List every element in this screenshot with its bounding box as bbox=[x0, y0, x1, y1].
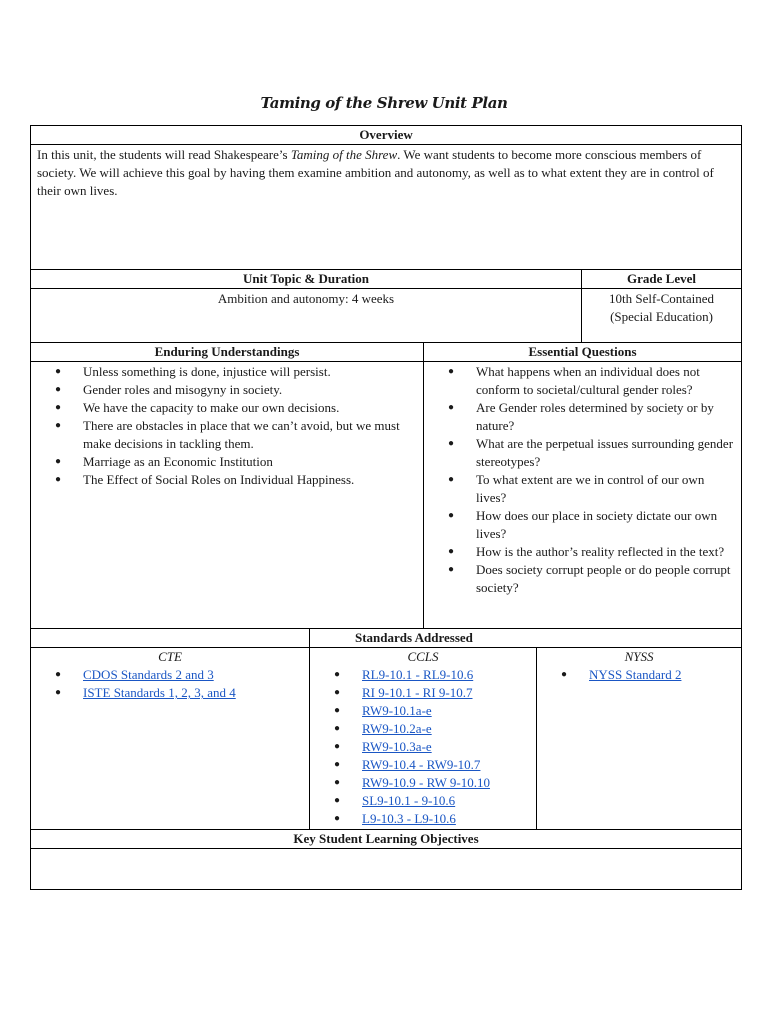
ccls-link[interactable]: RI 9-10.1 - RI 9-10.7 bbox=[362, 685, 473, 701]
list-item: ● Marriage as an Economic Institution bbox=[83, 453, 423, 471]
document-title: Taming of the Shrew Unit Plan bbox=[260, 94, 508, 112]
list-item: ● To what extent are we in control of our own lives? bbox=[476, 471, 737, 507]
list-item: ● How does our place in society dictate our own lives? bbox=[476, 507, 737, 543]
ccls-link[interactable]: RW9-10.9 - RW 9-10.10 bbox=[362, 775, 490, 791]
ccls-link[interactable]: RL9-10.1 - RL9-10.6 bbox=[362, 667, 474, 683]
list-item bbox=[362, 792, 536, 810]
overview-text-end: . We want students to become more conscious members of society. We will achieve this goal by having them examine ambition and autonomy, as well as to what extent they are in control of their own lives. bbox=[37, 147, 714, 199]
cte-column bbox=[31, 648, 310, 829]
cte-link[interactable]: ISTE Standards 1, 2, 3, and 4 bbox=[83, 685, 236, 701]
unit-topic-value: Ambition and autonomy: 4 weeks bbox=[31, 289, 582, 342]
ccls-link[interactable]: L9-10.3 - L9-10.6 bbox=[362, 811, 456, 827]
list-item bbox=[362, 738, 536, 756]
ccls-link[interactable]: RW9-10.4 - RW9-10.7 bbox=[362, 757, 481, 773]
cte-link[interactable]: CDOS Standards 2 and 3 bbox=[83, 667, 214, 683]
list-item: ● What are the perpetual issues surrounding gender stereotypes? bbox=[476, 435, 737, 471]
nyss-column bbox=[537, 648, 742, 829]
objectives-header: Key Student Learning Objectives bbox=[31, 829, 742, 848]
essential-questions-header: Essential Questions bbox=[424, 342, 742, 361]
ccls-column bbox=[310, 648, 537, 829]
list-item: ● How is the author’s reality reflected in the text? bbox=[476, 543, 737, 561]
standards-header: Standards Addressed bbox=[310, 629, 742, 648]
grade-level-value bbox=[582, 289, 742, 342]
list-item bbox=[589, 666, 741, 684]
ccls-link[interactable]: RW9-10.3a-e bbox=[362, 739, 432, 755]
grade-level-header: Grade Level bbox=[582, 270, 742, 289]
list-item: ● Unless something is done, injustice will persist. bbox=[83, 363, 423, 381]
enduring-understandings-list bbox=[31, 363, 423, 489]
ccls-list bbox=[310, 666, 536, 828]
essential-questions-cell bbox=[424, 361, 742, 629]
list-item bbox=[362, 666, 536, 684]
list-item: ● There are obstacles in place that we can’t avoid, but we must make decisions in tackling them. bbox=[83, 417, 423, 453]
overview-text-start: In this unit, the students will read Shakespeare’s bbox=[37, 147, 291, 163]
essential-questions-list bbox=[424, 363, 737, 597]
list-item: ● What happens when an individual does not conform to societal/cultural gender roles? bbox=[476, 363, 737, 399]
list-item bbox=[362, 810, 536, 828]
overview-text bbox=[31, 145, 742, 270]
overview-book-title: Taming of the Shrew bbox=[290, 147, 398, 163]
overview-header: Overview bbox=[31, 126, 742, 145]
grade-level-line-1: 10th Self-Contained bbox=[608, 291, 715, 307]
list-item bbox=[362, 774, 536, 792]
list-item bbox=[83, 666, 309, 684]
ccls-link[interactable]: RW9-10.1a-e bbox=[362, 703, 432, 719]
list-item: ● Does society corrupt people or do people corrupt society? bbox=[476, 561, 737, 597]
standards-header-spacer bbox=[31, 629, 310, 648]
nyss-link[interactable]: NYSS Standard 2 bbox=[589, 667, 682, 683]
objectives-body bbox=[31, 848, 742, 889]
cte-list bbox=[31, 666, 309, 702]
list-item: ● Are Gender roles determined by society or by nature? bbox=[476, 399, 737, 435]
list-item: ● The Effect of Social Roles on Individual Happiness. bbox=[83, 471, 423, 489]
list-item bbox=[362, 684, 536, 702]
ccls-label: CCLS bbox=[407, 649, 439, 665]
nyss-label: NYSS bbox=[624, 649, 654, 665]
enduring-understandings-header: Enduring Understandings bbox=[31, 342, 424, 361]
list-item: ● We have the capacity to make our own decisions. bbox=[83, 399, 423, 417]
list-item bbox=[83, 684, 309, 702]
ccls-link[interactable]: SL9-10.1 - 9-10.6 bbox=[362, 793, 456, 809]
unit-topic-header: Unit Topic & Duration bbox=[31, 270, 582, 289]
unit-plan-table bbox=[30, 125, 742, 890]
ccls-link[interactable]: RW9-10.2a-e bbox=[362, 721, 432, 737]
cte-label: CTE bbox=[158, 649, 182, 665]
list-item bbox=[362, 720, 536, 738]
grade-level-line-2: (Special Education) bbox=[610, 309, 713, 325]
nyss-list bbox=[537, 666, 741, 684]
list-item bbox=[362, 702, 536, 720]
list-item: ● Gender roles and misogyny in society. bbox=[83, 381, 423, 399]
enduring-understandings-cell bbox=[31, 361, 424, 629]
list-item bbox=[362, 756, 536, 774]
